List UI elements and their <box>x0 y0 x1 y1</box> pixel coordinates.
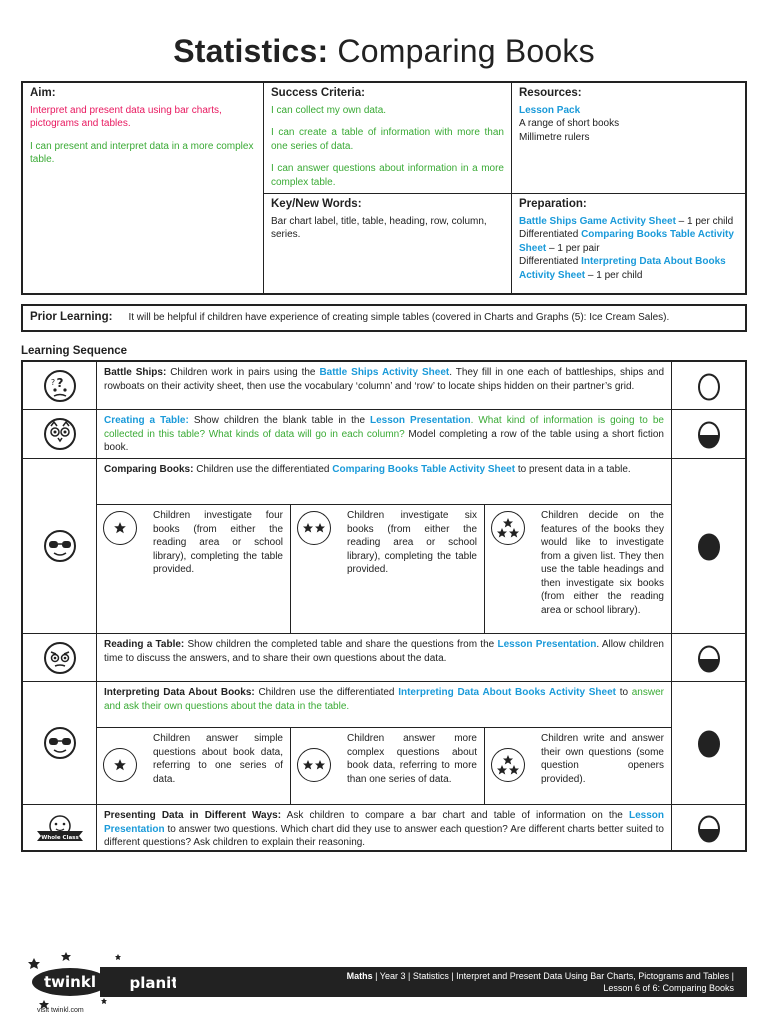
success-item: I can answer questions about information in a more complex table. <box>271 163 504 188</box>
comparing-books-table-link[interactable]: Comparing Books Table Activity Sheet <box>519 229 734 254</box>
sequence-row-battle-ships: ? ? Battle Ships: Children work in pairs using the Battle Ships Activity Sheet. They fill in one each of battleships, ships and rowboats on their activity sheet, then use the vocabulary ‘column’ and ‘row’ to locate ships hidden on their partner’s grid. <box>23 362 745 410</box>
star-two-icon <box>302 759 326 771</box>
egg-empty-icon <box>695 370 723 402</box>
sequence-row-presenting-data: Whole Class Presenting Data in Different Ways: Ask children to compare a bar chart and table of information on the Lesson Presentation to answer two questions. Which chart did they use to answer each question? Are different charts better suited to different questions? Ask children to explain their reasoning. <box>23 805 745 850</box>
preparation-heading: Preparation: <box>519 198 587 210</box>
diff-two-star: Children investigate six books (from either the reading area or school library), completing the table provided. <box>291 505 484 633</box>
svg-text:planit: planit <box>129 974 176 992</box>
sequence-row-creating-table: Creating a Table: Show children the blank table in the Lesson Presentation. What kind of information is going to be collected in this table? What kinds of data will go in each column? Model completing a row of the table using a short fiction book. <box>23 410 745 459</box>
preparation-item: Battle Ships Game Activity Sheet – 1 per child <box>519 215 734 227</box>
glasses-face-icon <box>43 641 77 675</box>
interpreting-data-sheet-link[interactable]: Interpreting Data About Books Activity Sheet <box>398 687 616 698</box>
egg-full-icon <box>695 530 723 562</box>
learning-sequence-table <box>21 360 747 852</box>
owl-face-icon <box>42 416 78 452</box>
star-two-icon <box>302 522 326 534</box>
egg-full-icon <box>695 727 723 759</box>
star-one-icon <box>113 521 127 535</box>
keywords-heading: Key/New Words: <box>271 198 362 210</box>
sequence-row-interpreting-data: Interpreting Data About Books: Children use the differentiated Interpreting Data About Books Activity Sheet to answer and ask their own questions about the data in the table. Children answer simple questions about book data, referring to one series of data. Children answer more complex questions about book data, referring to more than one series of data. Children write and answer their own questions (some question openers provided). <box>23 682 745 805</box>
success-item: I can collect my own data. <box>271 104 387 116</box>
footer-text: Maths | Year 3 | Statistics | Interpret and Present Data Using Bar Charts, Pictograms and Tables | Lesson 6 of 6: Comparing Books <box>346 971 734 994</box>
aim-cell <box>23 83 263 179</box>
visit-twinkl-text[interactable]: visit twinkl.com <box>37 1007 84 1014</box>
egg-half-icon <box>695 812 723 844</box>
resource-item: A range of short books <box>519 118 620 130</box>
star-one-icon <box>113 758 127 772</box>
aim-item: I can present and interpret data in a more complex table. <box>30 140 254 166</box>
prior-learning-label: Prior Learning: <box>30 311 113 324</box>
diff-three-star: Children write and answer their own questions (some question openers provided). <box>485 728 671 804</box>
star-three-icon <box>496 754 520 776</box>
battle-ships-game-link[interactable]: Battle Ships Game Activity Sheet <box>519 215 676 227</box>
egg-half-icon <box>695 642 723 674</box>
diff-three-star: Children decide on the features of the books they would like to investigate from a given list. They then use the table headings and then investigate six books (from either the reading area or school library). <box>485 505 671 633</box>
success-criteria-cell <box>264 83 511 201</box>
aim-item: Interpret and present data using bar charts, pictograms and tables. <box>30 104 222 130</box>
preparation-cell <box>512 194 747 285</box>
page-title: Statistics: Comparing Books <box>173 33 595 69</box>
resources-cell <box>512 83 747 147</box>
svg-text:twinkl: twinkl <box>44 973 96 991</box>
footer-bar <box>100 967 747 997</box>
interpreting-data-link[interactable]: Interpreting Data About Books Activity Sheet <box>519 256 726 281</box>
preparation-item: Differentiated Comparing Books Table Activity Sheet – 1 per pair <box>519 229 734 254</box>
success-heading: Success Criteria: <box>271 87 365 99</box>
resource-item: Millimetre rulers <box>519 131 590 143</box>
battle-ships-sheet-link[interactable]: Battle Ships Activity Sheet <box>319 367 450 378</box>
svg-text:?: ? <box>56 375 63 390</box>
whole-class-badge-icon <box>33 811 87 845</box>
lesson-presentation-link[interactable]: Lesson Presentation <box>104 810 664 835</box>
lesson-presentation-link[interactable]: Lesson Presentation <box>497 639 597 650</box>
svg-text:?: ? <box>50 377 55 387</box>
lesson-presentation-link[interactable]: Lesson Presentation <box>370 415 471 426</box>
diff-one-star: Children answer simple questions about book data, referring to one series of data. <box>97 728 290 804</box>
comparing-books-sheet-link[interactable]: Comparing Books Table Activity Sheet <box>332 464 516 475</box>
differentiation-panel <box>97 504 671 633</box>
goggles-face-icon <box>43 529 77 563</box>
lesson-pack-link[interactable]: Lesson Pack <box>519 104 581 116</box>
resources-heading: Resources: <box>519 87 582 99</box>
svg-text:Whole Class: Whole Class <box>40 834 79 841</box>
sequence-row-reading-table: Reading a Table: Show children the completed table and share the questions from the Lesson Presentation. Allow children time to discuss the answers, and to share their own questions about the data. <box>23 634 745 682</box>
prior-learning-text: It will be helpful if children have experience of creating simple tables (covered in Charts and Graphs (5): Ice Cream Sales). <box>128 312 670 324</box>
egg-half-icon <box>695 418 723 450</box>
differentiation-panel <box>97 727 671 804</box>
success-item: I can create a table of information with more than one series of data. <box>271 127 504 152</box>
preparation-item: Differentiated Interpreting Data About Books Activity Sheet – 1 per child <box>519 256 726 281</box>
diff-one-star: Children investigate four books (from either the reading area or school library), completing the table provided. <box>97 505 290 633</box>
prior-learning-box <box>21 304 747 332</box>
sequence-row-comparing-books: Comparing Books: Children use the differentiated Comparing Books Table Activity Sheet to present data in a table. Children investigate four books (from either the reading area or school library), completing the table provided. Children investigate six books (from either the reading area or school library), completing the table provided. Children decide on the features of the books they would like to investigate from a given list. They then use the table headings and then investigate six books (from either the reading area or school library). <box>23 459 745 634</box>
keywords-cell <box>264 194 511 245</box>
learning-sequence-heading: Learning Sequence <box>21 345 128 357</box>
thinking-face-icon <box>43 369 77 403</box>
aim-heading: Aim: <box>30 87 56 99</box>
lesson-overview-table <box>21 81 747 295</box>
star-three-icon <box>496 517 520 539</box>
keywords-text: Bar chart label, title, table, heading, row, column, series. <box>271 215 487 241</box>
goggles-face-icon <box>43 726 77 760</box>
diff-two-star: Children answer more complex questions about book data, referring to more than one series of data. <box>291 728 484 804</box>
